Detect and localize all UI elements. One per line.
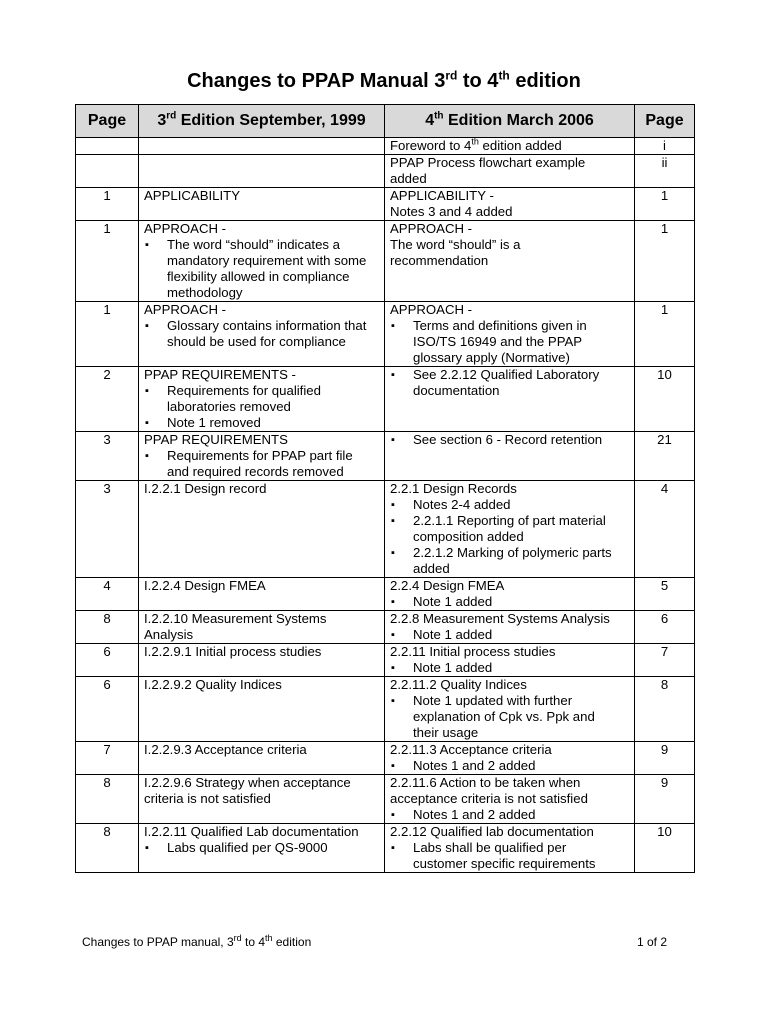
cell-text-line bbox=[144, 611, 379, 627]
cell-text-line bbox=[144, 432, 379, 448]
header-3rd-num: 3 bbox=[157, 112, 167, 129]
title-text-1: Changes to PPAP Manual 3 bbox=[187, 70, 446, 92]
bullet-item bbox=[390, 758, 629, 774]
table-header-row bbox=[76, 105, 695, 138]
cell-4th-edition bbox=[385, 677, 635, 742]
bullet-text-line: ▪ Notes 2-4 added bbox=[413, 497, 511, 512]
cell-page-3rd: 2 bbox=[76, 367, 139, 432]
table-row bbox=[76, 155, 695, 188]
cell-3rd-edition bbox=[139, 155, 385, 188]
cell-3rd-edition bbox=[139, 677, 385, 742]
cell-3rd-edition bbox=[139, 188, 385, 221]
cell-text-line bbox=[390, 237, 629, 253]
bullet-item bbox=[144, 383, 379, 415]
cell-text-sup: th bbox=[471, 136, 479, 147]
cell-page-4th: 4 bbox=[635, 481, 695, 578]
cell-4th-edition bbox=[385, 644, 635, 677]
bullet-text-line: ▪ Labs shall be qualified per bbox=[413, 840, 567, 855]
cell-text-text: PPAP Process flowchart example bbox=[390, 155, 586, 170]
bullet-item bbox=[390, 513, 629, 545]
cell-page-3rd: 1 bbox=[76, 221, 139, 302]
cell-text-line bbox=[144, 824, 379, 840]
bullet-text-line: explanation of Cpk vs. Ppk and bbox=[413, 709, 595, 724]
changes-table bbox=[75, 104, 695, 873]
cell-text-text: recommendation bbox=[390, 253, 489, 268]
cell-4th-edition bbox=[385, 775, 635, 824]
cell-text-text: 2.2.11.2 Quality Indices bbox=[390, 677, 527, 692]
footer-left bbox=[82, 935, 311, 949]
cell-page-4th: 1 bbox=[635, 302, 695, 367]
cell-text-text: APPROACH - bbox=[144, 302, 227, 317]
bullet-text-line: ▪ Requirements for PPAP part file bbox=[167, 448, 353, 463]
cell-text-text: I.2.2.11 Qualified Lab documentation bbox=[144, 824, 359, 839]
bullet-text-line: ▪ Notes 1 and 2 added bbox=[413, 758, 536, 773]
cell-page-3rd: 3 bbox=[76, 432, 139, 481]
header-4th-num: 4 bbox=[425, 112, 435, 129]
header-4th-text: Edition March 2006 bbox=[443, 112, 594, 129]
bullet-text-line: ▪ The word “should” indicates a bbox=[167, 237, 340, 252]
title-text-2: to 4 bbox=[457, 70, 499, 92]
bullet-text-line: mandatory requirement with some bbox=[167, 253, 367, 268]
bullet-text-line: and required records removed bbox=[167, 464, 344, 479]
cell-page-3rd: 7 bbox=[76, 742, 139, 775]
cell-4th-edition bbox=[385, 742, 635, 775]
bullet-text-line: ▪ 2.2.1.1 Reporting of part material bbox=[413, 513, 606, 528]
cell-3rd-edition bbox=[139, 138, 385, 155]
bullet-item bbox=[390, 545, 629, 577]
bullet-text-line: ▪ Terms and definitions given in bbox=[413, 318, 587, 333]
bullet-text-line: ▪ Requirements for qualified bbox=[167, 383, 321, 398]
table-row bbox=[76, 824, 695, 873]
table-row bbox=[76, 188, 695, 221]
table-row bbox=[76, 481, 695, 578]
header-3rd-text: Edition September, 1999 bbox=[176, 112, 366, 129]
cell-text-line bbox=[390, 644, 629, 660]
cell-page-4th: 1 bbox=[635, 188, 695, 221]
footer-sup: rd bbox=[233, 933, 242, 943]
cell-text-line bbox=[144, 627, 379, 643]
cell-page-3rd bbox=[76, 155, 139, 188]
cell-text-text: PPAP REQUIREMENTS bbox=[144, 432, 288, 447]
cell-text-line bbox=[144, 367, 379, 383]
cell-text-line bbox=[390, 481, 629, 497]
cell-page-3rd: 1 bbox=[76, 188, 139, 221]
cell-text-line bbox=[390, 253, 629, 269]
bullet-item bbox=[390, 318, 629, 366]
cell-text-text: Foreword to 4 bbox=[390, 138, 472, 153]
cell-text-line bbox=[390, 677, 629, 693]
bullet-text-line: composition added bbox=[413, 529, 524, 544]
table-row bbox=[76, 644, 695, 677]
cell-text-text: APPROACH - bbox=[390, 221, 473, 236]
bullet-text-line: documentation bbox=[413, 383, 500, 398]
bullet-text-line: ▪ Note 1 added bbox=[413, 594, 493, 609]
cell-text-text: 2.2.11.6 Action to be taken when bbox=[390, 775, 581, 790]
cell-text-line bbox=[144, 302, 379, 318]
cell-3rd-edition bbox=[139, 644, 385, 677]
cell-page-4th: 5 bbox=[635, 578, 695, 611]
bullet-text-line: should be used for compliance bbox=[167, 334, 346, 349]
bullet-text-line: ▪ Note 1 added bbox=[413, 660, 493, 675]
bullet-item bbox=[144, 415, 379, 431]
cell-4th-edition bbox=[385, 188, 635, 221]
footer-page-number: 1 of 2 bbox=[637, 935, 668, 949]
title-sup-1: rd bbox=[445, 68, 458, 83]
bullet-text-line: laboratories removed bbox=[167, 399, 291, 414]
bullet-text-line: their usage bbox=[413, 725, 479, 740]
cell-page-3rd: 1 bbox=[76, 302, 139, 367]
bullet-text-line: ▪ Note 1 added bbox=[413, 627, 493, 642]
cell-text-text: 2.2.11 Initial process studies bbox=[390, 644, 556, 659]
cell-text-text: 2.2.1 Design Records bbox=[390, 481, 517, 496]
cell-page-3rd: 8 bbox=[76, 775, 139, 824]
bullet-text-line: glossary apply (Normative) bbox=[413, 350, 570, 365]
bullet-item bbox=[390, 594, 629, 610]
cell-3rd-edition bbox=[139, 611, 385, 644]
cell-text-line bbox=[390, 742, 629, 758]
cell-text-text: PPAP REQUIREMENTS - bbox=[144, 367, 296, 382]
footer-text: to 4 bbox=[241, 935, 266, 949]
cell-text-text: Notes 3 and 4 added bbox=[390, 204, 513, 219]
bullet-item bbox=[390, 660, 629, 676]
cell-3rd-edition bbox=[139, 824, 385, 873]
bullet-text-line: ▪ Labs qualified per QS-9000 bbox=[167, 840, 328, 855]
table-row bbox=[76, 742, 695, 775]
cell-page-3rd: 3 bbox=[76, 481, 139, 578]
cell-page-4th: i bbox=[635, 138, 695, 155]
cell-text-line bbox=[390, 171, 629, 187]
header-page-left: Page bbox=[76, 105, 139, 138]
bullet-item bbox=[144, 448, 379, 480]
cell-4th-edition bbox=[385, 155, 635, 188]
cell-page-4th: 8 bbox=[635, 677, 695, 742]
footer-text: edition bbox=[272, 935, 312, 949]
page-title bbox=[0, 70, 768, 93]
cell-3rd-edition bbox=[139, 221, 385, 302]
bullet-item bbox=[144, 237, 379, 301]
title-text-3: edition bbox=[509, 70, 581, 92]
cell-text-line bbox=[390, 221, 629, 237]
cell-text-text: APPLICABILITY - bbox=[390, 188, 494, 203]
cell-page-4th: 6 bbox=[635, 611, 695, 644]
cell-page-4th: 7 bbox=[635, 644, 695, 677]
cell-page-3rd: 8 bbox=[76, 824, 139, 873]
table-row bbox=[76, 578, 695, 611]
cell-text-text: 2.2.8 Measurement Systems Analysis bbox=[390, 611, 610, 626]
cell-text-line bbox=[144, 742, 379, 758]
table-row bbox=[76, 367, 695, 432]
cell-3rd-edition bbox=[139, 302, 385, 367]
cell-text-text: edition added bbox=[478, 138, 562, 153]
bullet-text-line: methodology bbox=[167, 285, 243, 300]
cell-page-3rd: 6 bbox=[76, 644, 139, 677]
cell-page-4th: 21 bbox=[635, 432, 695, 481]
cell-page-4th: 9 bbox=[635, 775, 695, 824]
cell-3rd-edition bbox=[139, 578, 385, 611]
cell-text-text: criteria is not satisfied bbox=[144, 791, 271, 806]
cell-text-text: The word “should” is a bbox=[390, 237, 521, 252]
bullet-text-line: ▪ 2.2.1.2 Marking of polymeric parts bbox=[413, 545, 612, 560]
table-row bbox=[76, 611, 695, 644]
table-row bbox=[76, 221, 695, 302]
bullet-text-line: added bbox=[413, 561, 450, 576]
table-row bbox=[76, 677, 695, 742]
cell-page-4th: ii bbox=[635, 155, 695, 188]
cell-text-line bbox=[390, 775, 629, 791]
cell-text-text: 2.2.12 Qualified lab documentation bbox=[390, 824, 594, 839]
bullet-text-line: flexibility allowed in compliance bbox=[167, 269, 350, 284]
cell-text-line bbox=[390, 188, 629, 204]
bullet-item bbox=[144, 840, 379, 856]
cell-3rd-edition bbox=[139, 481, 385, 578]
cell-text-line bbox=[390, 611, 629, 627]
cell-3rd-edition bbox=[139, 432, 385, 481]
bullet-text-line: customer specific requirements bbox=[413, 856, 596, 871]
cell-3rd-edition bbox=[139, 742, 385, 775]
cell-3rd-edition bbox=[139, 367, 385, 432]
cell-text-text: 2.2.4 Design FMEA bbox=[390, 578, 505, 593]
cell-page-3rd bbox=[76, 138, 139, 155]
bullet-item bbox=[390, 432, 629, 448]
footer-text: Changes to PPAP manual, 3 bbox=[82, 935, 234, 949]
bullet-text-line: ▪ Note 1 removed bbox=[167, 415, 261, 430]
cell-page-3rd: 4 bbox=[76, 578, 139, 611]
cell-4th-edition bbox=[385, 138, 635, 155]
cell-text-line bbox=[144, 481, 379, 497]
cell-text-text: acceptance criteria is not satisfied bbox=[390, 791, 588, 806]
cell-text-line bbox=[144, 791, 379, 807]
cell-text-line bbox=[390, 824, 629, 840]
cell-page-4th: 10 bbox=[635, 824, 695, 873]
cell-4th-edition bbox=[385, 367, 635, 432]
bullet-item bbox=[390, 497, 629, 513]
bullet-text-line: ▪ See 2.2.12 Qualified Laboratory bbox=[413, 367, 600, 382]
table-row bbox=[76, 775, 695, 824]
cell-text-line bbox=[144, 221, 379, 237]
cell-text-text: 2.2.11.3 Acceptance criteria bbox=[390, 742, 552, 757]
header-3rd-sup: rd bbox=[166, 110, 177, 122]
cell-text-line bbox=[390, 155, 629, 171]
cell-text-text: I.2.2.9.3 Acceptance criteria bbox=[144, 742, 307, 757]
cell-text-text: I.2.2.9.6 Strategy when acceptance bbox=[144, 775, 351, 790]
cell-text-text: I.2.2.9.1 Initial process studies bbox=[144, 644, 322, 659]
bullet-text-line: ▪ Notes 1 and 2 added bbox=[413, 807, 536, 822]
header-4th-sup: th bbox=[434, 110, 444, 122]
cell-text-text: I.2.2.9.2 Quality Indices bbox=[144, 677, 282, 692]
cell-text-line bbox=[390, 138, 629, 154]
cell-text-line bbox=[390, 578, 629, 594]
cell-text-text: I.2.2.1 Design record bbox=[144, 481, 267, 496]
bullet-item bbox=[144, 318, 379, 350]
cell-text-text: APPROACH - bbox=[390, 302, 473, 317]
cell-text-text: APPLICABILITY bbox=[144, 188, 241, 203]
cell-text-text: I.2.2.10 Measurement Systems bbox=[144, 611, 327, 626]
bullet-item bbox=[390, 840, 629, 872]
cell-text-line bbox=[144, 578, 379, 594]
header-3rd-edition bbox=[139, 105, 385, 138]
title-sup-2: th bbox=[498, 68, 510, 83]
cell-page-4th: 9 bbox=[635, 742, 695, 775]
cell-text-line bbox=[144, 644, 379, 660]
table-row bbox=[76, 138, 695, 155]
cell-4th-edition bbox=[385, 611, 635, 644]
cell-4th-edition bbox=[385, 432, 635, 481]
cell-page-4th: 10 bbox=[635, 367, 695, 432]
cell-text-text: added bbox=[390, 171, 427, 186]
cell-page-3rd: 6 bbox=[76, 677, 139, 742]
bullet-text-line: ▪ See section 6 - Record retention bbox=[413, 432, 603, 447]
cell-4th-edition bbox=[385, 221, 635, 302]
cell-4th-edition bbox=[385, 302, 635, 367]
bullet-text-line: ▪ Note 1 updated with further bbox=[413, 693, 573, 708]
cell-text-line bbox=[390, 791, 629, 807]
table-row bbox=[76, 432, 695, 481]
cell-text-line bbox=[144, 775, 379, 791]
cell-text-line bbox=[144, 188, 379, 204]
header-page-right: Page bbox=[635, 105, 695, 138]
bullet-text-line: ISO/TS 16949 and the PPAP bbox=[413, 334, 583, 349]
cell-text-text: Analysis bbox=[144, 627, 194, 642]
bullet-item bbox=[390, 367, 629, 399]
table-row bbox=[76, 302, 695, 367]
cell-4th-edition bbox=[385, 578, 635, 611]
cell-3rd-edition bbox=[139, 775, 385, 824]
footer-sup: th bbox=[265, 933, 273, 943]
cell-4th-edition bbox=[385, 481, 635, 578]
cell-text-text: I.2.2.4 Design FMEA bbox=[144, 578, 266, 593]
cell-text-line bbox=[144, 677, 379, 693]
bullet-text-line: ▪ Glossary contains information that bbox=[167, 318, 367, 333]
header-4th-edition bbox=[385, 105, 635, 138]
table-body bbox=[76, 138, 695, 873]
cell-text-text: APPROACH - bbox=[144, 221, 227, 236]
cell-page-4th: 1 bbox=[635, 221, 695, 302]
cell-text-line bbox=[390, 302, 629, 318]
bullet-item bbox=[390, 807, 629, 823]
bullet-item bbox=[390, 627, 629, 643]
cell-page-3rd: 8 bbox=[76, 611, 139, 644]
bullet-item bbox=[390, 693, 629, 741]
cell-text-line bbox=[390, 204, 629, 220]
cell-4th-edition bbox=[385, 824, 635, 873]
